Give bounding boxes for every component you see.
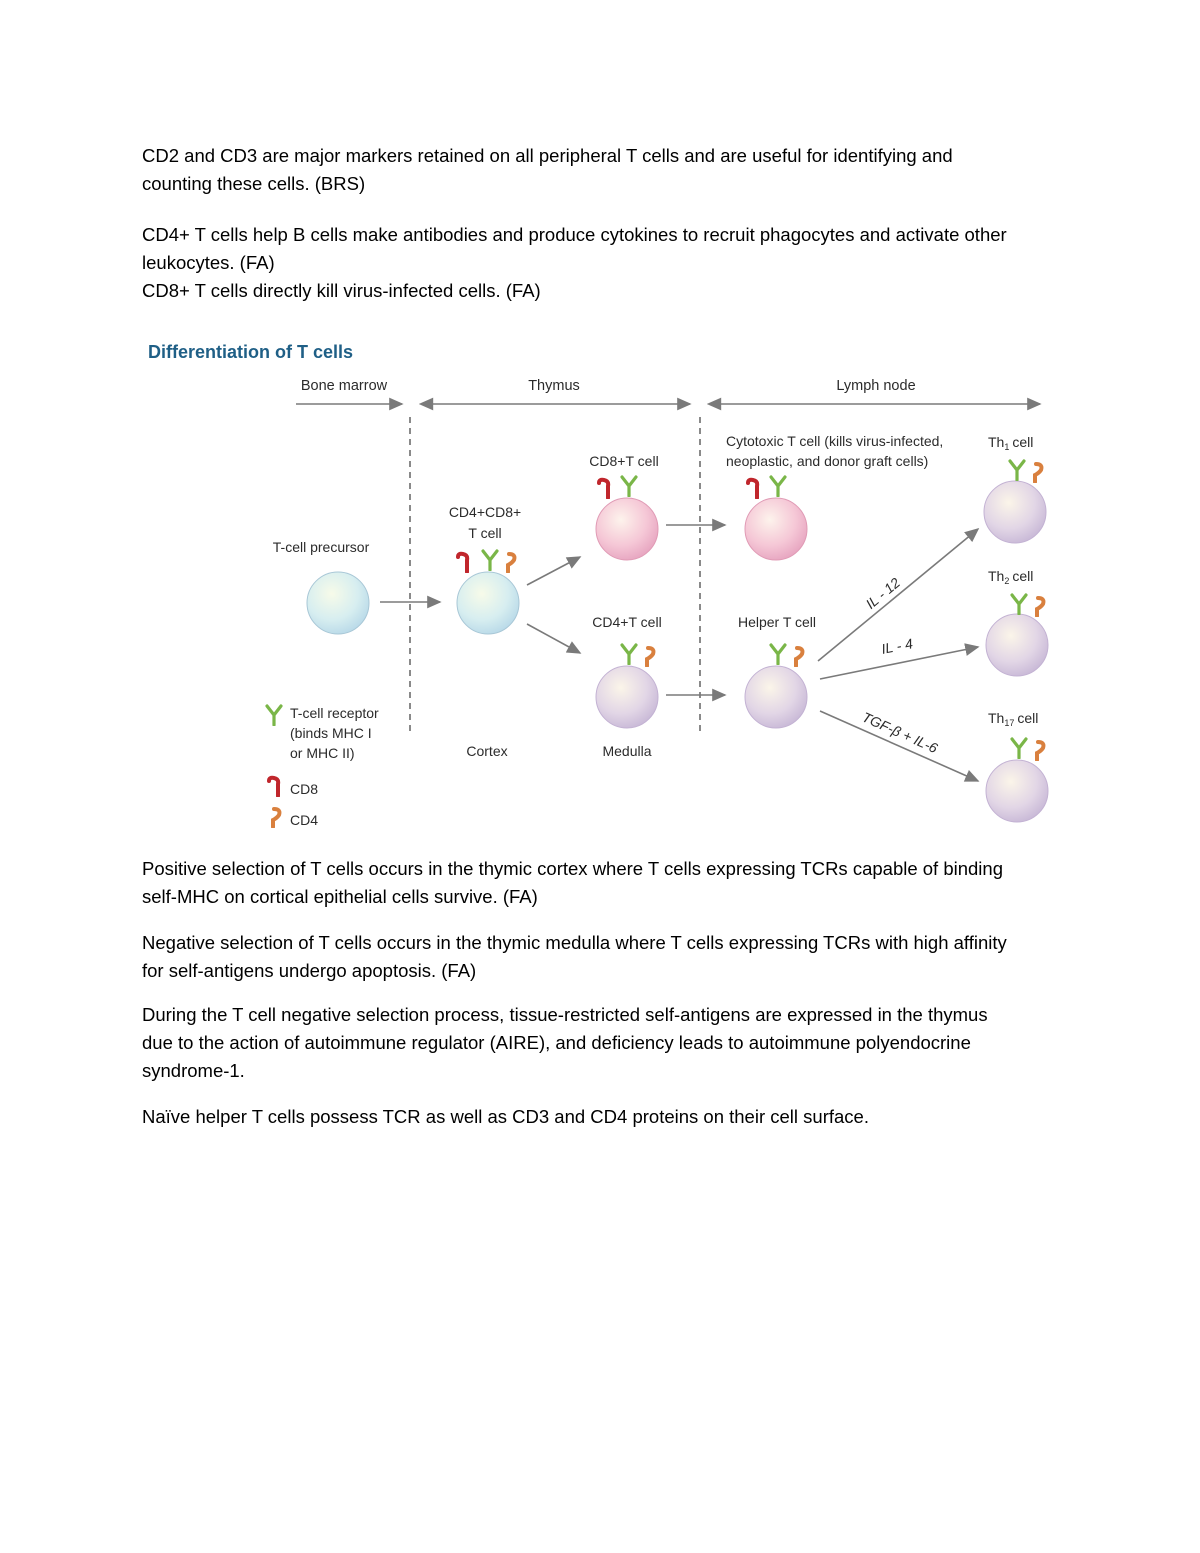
region-label: Bone marrow [300, 378, 388, 394]
double-positive-cell [457, 572, 519, 634]
text-line: CD8+ T cells directly kill virus-infected cells. (FA) [142, 280, 541, 301]
legend-cd4-label: CD4 [290, 812, 319, 828]
precursor-label: T-cell precursor [272, 539, 370, 555]
cytotoxic-label: neoplastic, and donor graft cells) [726, 453, 929, 469]
helper-t-cell [745, 666, 807, 728]
precursor-cell [307, 572, 369, 634]
text-line: CD2 and CD3 are major markers retained on all peripheral T cells and are useful for identifying and [142, 145, 953, 166]
medulla-label: Medulla [602, 743, 652, 759]
cd8-marker-icon [748, 480, 757, 498]
th1-label: $Th_1$ cell [988, 434, 1034, 452]
text-line: due to the action of autoimmune regulator (AIRE), and deficiency leads to autoimmune polyendocrine [142, 1032, 971, 1053]
cd4-marker-icon [647, 648, 653, 666]
text-line: for self-antigens undergo apoptosis. (FA) [142, 960, 477, 981]
cd4-marker-icon [1037, 598, 1043, 616]
tcr-marker-icon [771, 477, 785, 496]
cd8-legend-icon [269, 778, 278, 796]
text-line: Negative selection of T cells occurs in the thymic medulla where T cells expressing TCRs with high affinity [142, 932, 1007, 953]
paragraph-negative-selection [142, 929, 1072, 985]
cd8-cell-label: CD8+T cell [589, 453, 659, 469]
text-line: During the T cell negative selection process, tissue-restricted self-antigens are expressed in the thymus [142, 1004, 988, 1025]
paragraph-naive-helper [142, 1103, 1072, 1131]
cd4-marker-icon [796, 648, 802, 666]
double-positive-label: CD4+CD8+ [448, 504, 522, 520]
cytotoxic-label: Cytotoxic T cell (kills virus-infected, [726, 433, 944, 449]
cd8-marker-icon [599, 480, 608, 498]
th2-cell [986, 614, 1048, 676]
cortex-label: Cortex [466, 743, 508, 759]
text-line: CD4+ T cells help B cells make antibodies and produce cytokines to recruit phagocytes and activate other [142, 224, 1007, 245]
text-line: self-MHC on cortical epithelial cells survive. (FA) [142, 886, 538, 907]
tcr-marker-icon [1012, 739, 1026, 758]
text-line: syndrome-1. [142, 1060, 245, 1081]
cytokine-label: IL - 12 [862, 574, 904, 612]
double-positive-label: T cell [468, 525, 502, 541]
tcr-marker-icon [1012, 595, 1026, 614]
helper-label: Helper T cell [737, 614, 817, 630]
paragraph-aire [142, 1001, 1072, 1085]
tcr-legend-icon [267, 706, 281, 725]
legend-tcr-label: T-cell receptor [290, 705, 379, 721]
text-line: counting these cells. (BRS) [142, 173, 366, 194]
cytokine-label: IL - 4 [879, 635, 915, 657]
tcr-marker-icon [622, 645, 636, 664]
th1-cell [984, 481, 1046, 543]
cd4-legend-icon [273, 809, 279, 827]
cytotoxic-t-cell [745, 498, 807, 560]
paragraph-cd2-cd3 [142, 142, 1072, 198]
legend-tcr-label: (binds MHC I [290, 725, 372, 741]
legend-tcr-label: or MHC II) [290, 745, 355, 761]
t-cell-differentiation-figure [140, 335, 1060, 835]
cytokine-label: TGF-β + IL-6 [859, 708, 941, 757]
flow-arrow [527, 624, 580, 653]
legend-cd8-label: CD8 [290, 781, 319, 797]
th17-label: $Th_{17}$ cell [988, 710, 1039, 728]
text-line: Positive selection of T cells occurs in the thymic cortex where T cells expressing TCRs capable of binding [142, 858, 1003, 879]
cd8-t-cell [596, 498, 658, 560]
text-line: Naïve helper T cells possess TCR as well as CD3 and CD4 proteins on their cell surface. [142, 1106, 869, 1127]
cd4-t-cell [596, 666, 658, 728]
flow-arrow [527, 557, 580, 585]
th17-cell [986, 760, 1048, 822]
cd4-marker-icon [1037, 742, 1043, 760]
tcr-marker-icon [1010, 461, 1024, 480]
text-line: leukocytes. (FA) [142, 252, 275, 273]
diagram [140, 335, 1060, 835]
paragraph-cd4-cd8 [142, 221, 1072, 305]
region-label: Thymus [528, 378, 580, 394]
region-label: Lymph node [836, 378, 916, 394]
figure-title: Differentiation of T cells [148, 342, 354, 362]
cd4-marker-icon [1035, 464, 1041, 482]
cd8-marker-icon [458, 554, 467, 572]
cd4-cell-label: CD4+T cell [592, 614, 662, 630]
tcr-marker-icon [622, 477, 636, 496]
cd4-marker-icon [508, 554, 514, 572]
paragraph-positive-selection [142, 855, 1072, 911]
tcr-marker-icon [771, 645, 785, 664]
tcr-marker-icon [483, 551, 497, 570]
cytokine-arrow [820, 708, 978, 781]
th2-label: $Th_2$ cell [988, 568, 1034, 586]
